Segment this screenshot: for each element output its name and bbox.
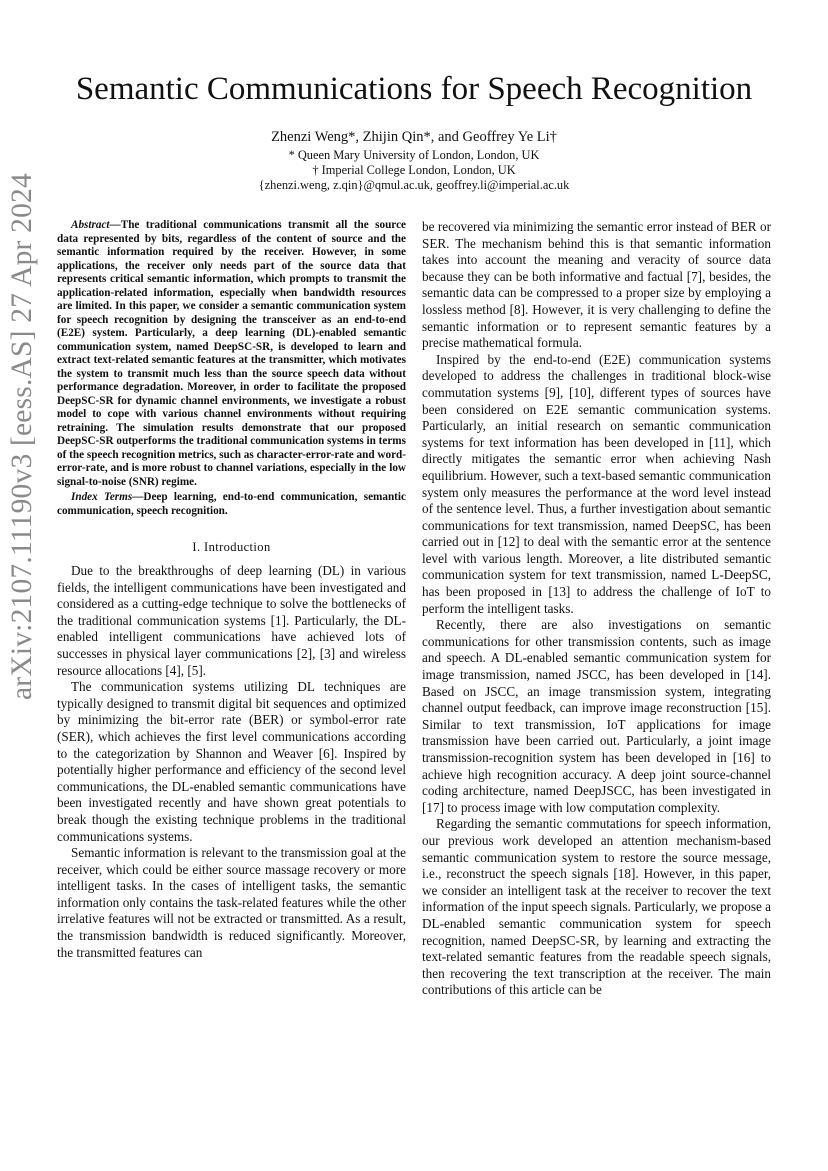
paper-title: Semantic Communications for Speech Recognition [75,71,753,107]
body-paragraph: The communication systems utilizing DL techniques are typically designed to transmit digital bit sequences and optimized by minimizing the bit-error rate (BER) or symbol-error rate (SER), which achieves the first level communications according to the categorization by Shannon and Weaver [6]. Inspired by potentially higher performance and efficiency of the second level communications, the DL-enabled semantic communications have been investigated recently and have shown great potentials to break though the existing technique problems in the traditional communications systems. [57,679,406,844]
left-column [57,219,406,961]
author-list: Zhenzi Weng*, Zhijin Qin*, and Geoffrey Ye Li† [271,129,557,145]
body-paragraph: be recovered via minimizing the semantic error instead of BER or SER. The mechanism behind this is that semantic information takes into account the meaning and veracity of source data because they can be both informative and factual [7], besides, the semantic data can be compressed to a proper size by employing a lossless method [8]. However, it is very challenging to define the semantic information or to represent semantic features by a precise mathematical formula. [422,219,771,351]
body-paragraph: Due to the breakthroughs of deep learning (DL) in various fields, the intelligent communications have been investigated and considered as a cutting-edge technique to solve the bottlenecks of the traditional communication systems [1]. Particularly, the DL-enabled intelligent communications have achieved lots of successes in physical layer communications [2], [3] and wireless resource allocations [4], [5]. [57,563,406,678]
index-terms-lead: Index Terms [71,491,133,503]
index-terms-body: —Deep learning, end-to-end communication, semantic communication, speech recognition. [57,491,406,517]
section-heading-introduction: I. Introduction [192,540,271,554]
affiliation-qmul: * Queen Mary University of London, London, UK [288,148,540,162]
arxiv-identifier: arXiv:2107.11190v3 [eess.AS] 27 Apr 2024 [6,173,38,700]
index-terms [57,491,406,518]
body-paragraph: Regarding the semantic commutations for speech information, our previous work developed an attention mechanism-based semantic communication system to restore the source message, i.e., reconstruct the speech signals [18]. However, in this paper, we consider an intelligent task at the receiver to recover the text information of the input speech signals. Particularly, we propose a DL-enabled semantic communication system for speech recognition, named DeepSC-SR, by learning and extracting the text-related semantic features from the readable speech signals, then recovering the text transcription at the receiver. The main contributions of this article can be [422,816,771,998]
body-paragraph: Recently, there are also investigations on semantic communications for other transmission contents, such as image and speech. A DL-enabled semantic communication system for image transmission, named JSCC, has been developed in [14]. Based on JSCC, an image transmission system, integrating channel output feedback, can improve image reconstruction [15]. Similar to text transmission, IoT applications for image transmission have been carried out. Particularly, a joint image transmission-recognition system has been developed in [16] to achieve high recognition accuracy. A deep joint source-channel coding architecture, named DeepJSCC, has been investigated in [17] to process image with low computation complexity. [422,617,771,815]
body-paragraph: Inspired by the end-to-end (E2E) communication systems developed to address the challenges in traditional block-wise commutation systems [9], [10], different types of sources have been considered on E2E semantic communication systems. Particularly, an initial research on semantic communication systems for text information has been developed in [11], which directly mitigates the semantic error when achieving Nash equilibrium. However, such a text-based semantic communication system only measures the performance at the word level instead of the sentence level. Thus, a further investigation about semantic communications for text transmission, named DeepSC, has been carried out in [12] to deal with the semantic error at the sentence level with various length. Moreover, a lite distributed semantic communication system for text transmission, named L-DeepSC, has been proposed in [13] to address the challenge of IoT to perform the intelligent tasks. [422,351,771,616]
right-column [422,219,771,999]
affiliation-imperial: † Imperial College London, London, UK [312,163,516,177]
author-emails: {zhenzi.weng, z.qin}@qmul.ac.uk, geoffrey.li@imperial.ac.uk [258,178,570,192]
abstract [57,219,406,489]
abstract-body: —The traditional communications transmit all the source data represented by bits, regardless of the content of source and the semantic information required by the receiver. However, in some applications, the receiver only needs part of the source data that represents critical semantic information, which prompts to transmit the application-related information, especially when bandwidth resources are limited. In this paper, we consider a semantic communication system for speech recognition by designing the transceiver as an end-to-end (E2E) system. Particularly, a deep learning (DL)-enabled semantic communication system, named DeepSC-SR, is developed to learn and extract text-related semantic features at the transmitter, which motivates the system to transmit much less than the source speech data without performance degradation. Moreover, in order to facilitate the proposed DeepSC-SR for dynamic channel environments, we investigate a robust model to cope with various channel environments without requiring retraining. The simulation results demonstrate that our proposed DeepSC-SR outperforms the traditional communication systems in terms of the speech recognition metrics, such as character-error-rate and word-error-rate, and is more robust to channel variations, especially in the low signal-to-noise (SNR) regime. [57,219,406,488]
body-paragraph: Semantic information is relevant to the transmission goal at the receiver, which could be either source massage recovery or more intelligent tasks. In the cases of intelligent tasks, the semantic information only contains the task-related features while the other irrelative features will not be extracted or transmitted. As a result, the transmission bandwidth is reduced significantly. Moreover, the transmitted features can [57,845,406,960]
abstract-lead: Abstract [71,219,110,231]
